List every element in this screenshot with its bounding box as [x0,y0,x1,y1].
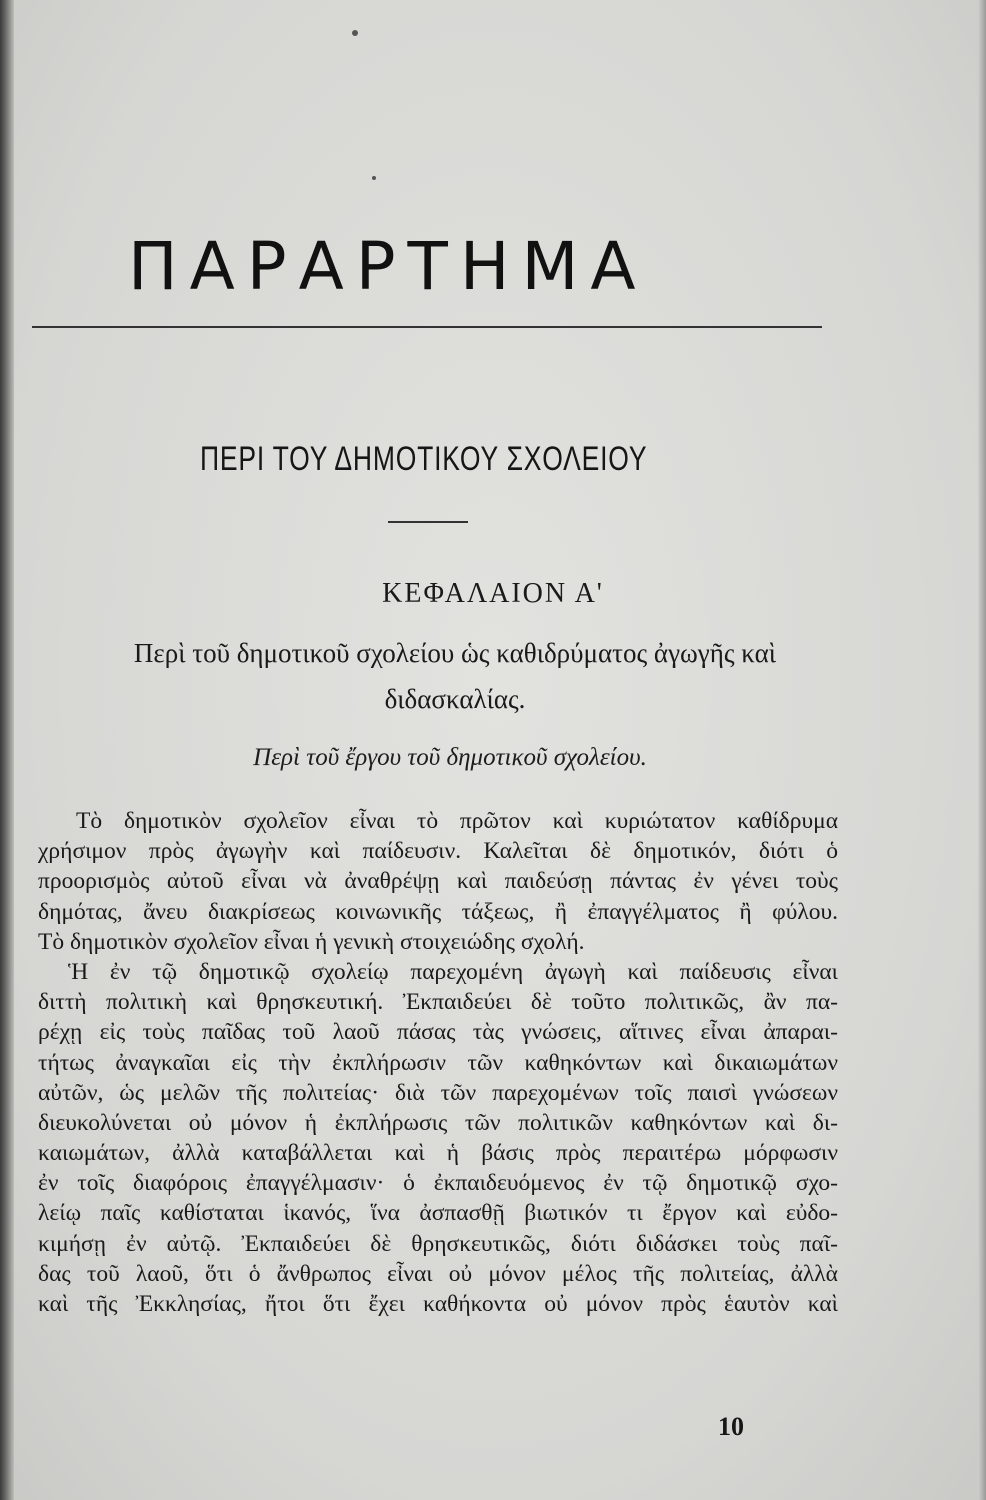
body-line: ἐν τοῖς διαφόροις ἐπαγγέλμασιν· ὁ ἐκπαιδευόμενος ἐν τῷ δημοτικῷ σχο- [38,1170,838,1197]
appendix-heading: ΠΑΡΑΡΤΗΜΑ [128,228,648,305]
chapter-title-line: Περὶ τοῦ δημοτικοῦ σχολείου ὡς καθιδρύματος ἀγωγῆς καὶ [133,638,777,668]
chapter-title [60,630,850,722]
body-line: ρέχῃ εἰς τοὺς παῖδας τοῦ λαοῦ πάσας τὰς γνώσεις, αἵτινες εἶναι ἀπαραι- [38,1019,838,1046]
body-line: Τὸ δημοτικὸν σχολεῖον εἶναι ἡ γενικὴ στοιχειώδης σχολή. [38,928,585,955]
body-paragraphs [38,806,838,1319]
ink-speck [372,176,376,180]
body-line: καιωμάτων, ἀλλὰ καταβάλλεται καὶ ἡ βάσις πρὸς περαιτέρω μόρφωσιν [38,1140,838,1167]
body-line: διευκολύνεται οὐ μόνον ἡ ἐκπλήρωσις τῶν πολιτικῶν καθηκόντων καὶ δι- [38,1109,838,1136]
chapter-title-line: διδασκαλίας. [384,684,526,714]
short-divider [388,521,468,523]
body-line: Τὸ δημοτικὸν σχολεῖον εἶναι τὸ πρῶτον καὶ κυριώτατον καθίδρυμα [76,808,838,834]
page-number: 10 [718,1412,744,1441]
body-line: τήτως ἀναγκαῖαι εἰς τὴν ἐκπλήρωσιν τῶν καθηκόντων καὶ δικαιωμάτων [38,1049,838,1076]
chapter-number: ΚΕΦΑΛΑΙΟΝ Α' [382,578,604,609]
body-line: δας τοῦ λαοῦ, ὅτι ὁ ἄνθρωπος εἶναι οὐ μόνον μέλος τῆς πολιτείας, ἀλλὰ [38,1260,838,1287]
section-heading: ΠΕΡΙ ΤΟΥ ΔΗΜΟΤΙΚΟΥ ΣΧΟΛΕΙΟΥ [200,440,648,478]
body-line: αὐτῶν, ὡς μελῶν τῆς πολιτείας· διὰ τῶν παρεχομένων τοῖς παισὶ γνώσεων [38,1079,838,1106]
body-line: χρήσιμον πρὸς ἀγωγὴν καὶ παίδευσιν. Καλεῖται δὲ δημοτικόν, διότι ὁ [38,838,838,865]
body-line: κιμήσῃ ἐν αὐτῷ. Ἐκπαιδεύει δὲ θρησκευτικῶς, διότι διδάσκει τοὺς παῖ- [38,1230,838,1257]
body-line: προορισμὸς αὐτοῦ εἶναι νὰ ἀναθρέψῃ καὶ παιδεύσῃ πάντας ἐν γένει τοὺς [38,868,838,895]
body-line: δημότας, ἄνευ διακρίσεως κοινωνικῆς τάξεως, ἢ ἐπαγγέλματος ἢ φύλου. [38,898,838,925]
body-line: διττὴ πολιτικὴ καὶ θρησκευτική. Ἐκπαιδεύει δὲ τοῦτο πολιτικῶς, ἂν πα- [38,989,838,1016]
subsection-title: Περὶ τοῦ ἔργου τοῦ δημοτικοῦ σχολείου. [253,744,647,771]
body-line: καὶ τῆς Ἐκκλησίας, ἤτοι ὅτι ἔχει καθήκοντα οὐ μόνον πρὸς ἑαυτὸν καὶ [38,1291,838,1317]
heading-rule [32,326,822,328]
page-right-edge [978,0,986,1500]
ink-speck [352,30,358,36]
body-line: λείῳ παῖς καθίσταται ἱκανός, ἵνα ἀσπασθῇ βιωτικόν τι ἔργον καὶ εὐδο- [38,1200,838,1227]
body-line: Ἡ ἐν τῷ δημοτικῷ σχολείῳ παρεχομένη ἀγωγὴ καὶ παίδευσις εἶναι [68,958,838,985]
